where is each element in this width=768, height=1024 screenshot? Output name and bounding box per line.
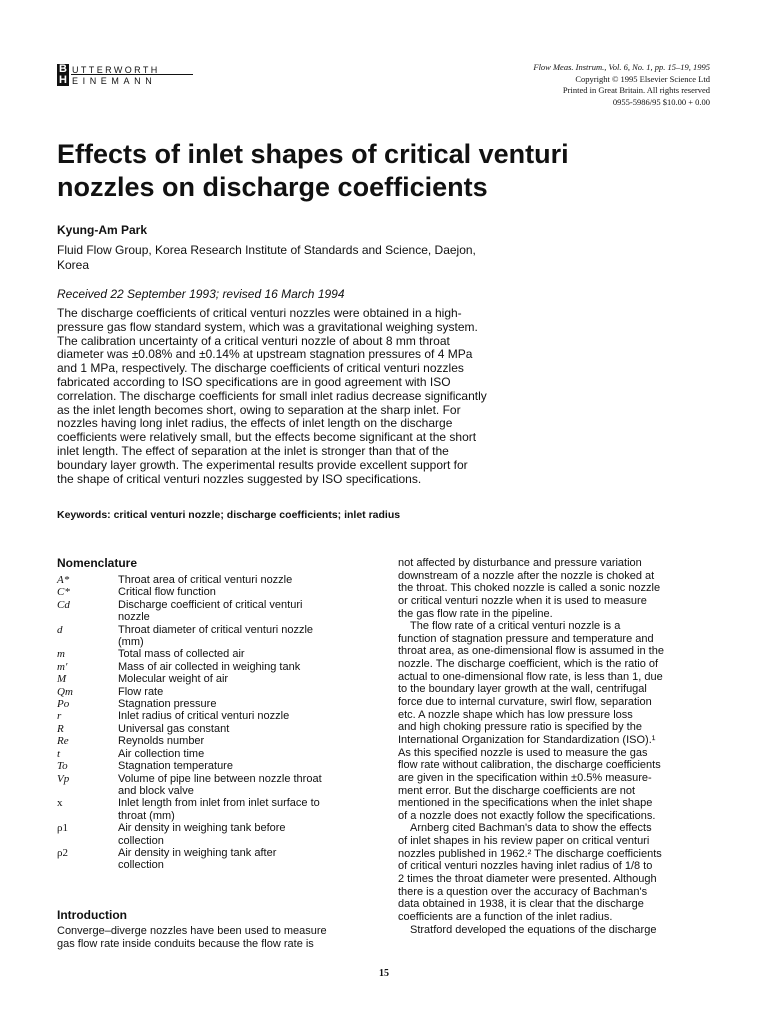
body-line: force due to internal curvature, swirl flow, separation (398, 696, 652, 709)
title-line: Effects of inlet shapes of critical venturi (57, 139, 569, 169)
abstract-line: The discharge coefficients of critical venturi nozzles were obtained in a high- (57, 306, 462, 320)
nomenclature-row (57, 735, 372, 747)
nomenclature-definition (118, 710, 289, 722)
nomenclature-list (57, 574, 372, 872)
nomenclature-row (57, 760, 372, 772)
body-line: not affected by disturbance and pressure variation (398, 557, 642, 569)
received-dates: Received 22 September 1993; revised 16 March 1994 (57, 287, 345, 301)
abstract-line: coefficients were relatively small, but the effects become significant at the short (57, 430, 477, 445)
title-line: nozzles on discharge coefficients (57, 172, 488, 202)
nomenclature-row (57, 574, 372, 586)
nomenclature-definition (118, 797, 320, 822)
abstract-line: correlation. The discharge coefficients for small inlet radius decrease significantly (57, 388, 487, 403)
definition-line: Inlet radius of critical venturi nozzle (118, 710, 290, 723)
nomenclature-definition (118, 661, 300, 673)
body-line: are given in the specification within ±0.5% measure- (398, 771, 652, 784)
definition-line: Flow rate (118, 685, 164, 698)
nomenclature-row (57, 773, 372, 798)
definition-line: throat (mm) (118, 809, 175, 822)
abstract-line: boundary layer growth. The experimental results provide excellent support for (57, 457, 468, 472)
body-line: data obtained in 1938, it is clear that the discharge (398, 898, 644, 911)
definition-line: Total mass of collected air (118, 648, 245, 661)
nomenclature-row (57, 648, 372, 660)
nomenclature-row (57, 686, 372, 698)
definition-line: Air density in weighing tank before (118, 822, 286, 835)
logo-word-1: UTTERWORTH (72, 65, 160, 75)
nomenclature-symbol: r (57, 710, 62, 723)
abstract-line: and 1 MPa, respectively. The discharge coefficients of critical venturi nozzles (57, 361, 464, 376)
introduction-text (57, 925, 372, 950)
nomenclature-symbol: C* (57, 586, 70, 599)
definition-line: collection (118, 859, 164, 872)
nomenclature-heading: Nomenclature (57, 556, 138, 570)
nomenclature-row (57, 797, 372, 822)
body-line: coefficients are a function of the inlet radius. (398, 910, 613, 923)
body-line: 2 times the throat diameter were presented. Although (398, 873, 657, 886)
body-line: The flow rate of a critical venturi nozzle is a (410, 620, 621, 633)
nomenclature-row (57, 822, 372, 847)
body-line: and high choking pressure ratio is specified by the (398, 721, 642, 734)
definition-line: Universal gas constant (118, 722, 230, 735)
body-line: ment error. But the discharge coefficients are not (398, 784, 636, 797)
body-line: actual to one-dimensional flow rate, is less than 1, due (398, 670, 663, 683)
nomenclature-symbol: Cd (57, 598, 70, 611)
page-number: 15 (379, 968, 389, 979)
body-line: nozzle. The discharge coefficient, which is the ratio of (398, 658, 659, 671)
definition-line: Inlet length from inlet from inlet surface to (118, 797, 320, 810)
abstract-line: nozzles having long inlet radius, the effects of inlet length on the discharge (57, 416, 453, 431)
body-line: nozzles published in 1962.² The discharge coefficients (398, 847, 662, 860)
nomenclature-row (57, 586, 372, 598)
nomenclature-definition (118, 847, 276, 872)
logo-letter-b: B (57, 64, 69, 75)
definition-line: nozzle (118, 611, 150, 624)
abstract-line: as the inlet length becomes short, owing to separation at the sharp inlet. For (57, 402, 461, 417)
author-name: Kyung-Am Park (57, 223, 148, 237)
body-line: mentioned in the specifications when the inlet shape (398, 797, 653, 810)
introduction-line: gas flow rate inside conduits because the flow rate is (57, 937, 314, 950)
nomenclature-row (57, 673, 372, 685)
nomenclature-row (57, 599, 372, 624)
nomenclature-symbol: Re (57, 735, 69, 748)
affiliation-line: Korea (57, 258, 90, 272)
nomenclature-symbol: m′ (57, 660, 68, 673)
definition-line: Discharge coefficient of critical venturi (118, 598, 303, 611)
body-line: the gas flow rate in the pipeline. (398, 607, 553, 620)
body-line: downstream of a nozzle after the nozzle is choked at (398, 569, 655, 582)
body-line: Arnberg cited Bachman's data to show the effects (410, 822, 652, 835)
nomenclature-row (57, 748, 372, 760)
nomenclature-row (57, 710, 372, 722)
journal-citation: Flow Meas. Instrum., Vol. 6, No. 1, pp. 15–19, 1995 (533, 62, 710, 72)
definition-line: Molecular weight of air (118, 673, 229, 686)
body-line: etc. A nozzle shape which has low pressure loss (398, 708, 633, 721)
nomenclature-definition (118, 624, 313, 649)
nomenclature-definition (118, 599, 302, 624)
definition-line: Throat area of critical venturi nozzle (118, 574, 293, 586)
copyright-line: Copyright © 1995 Elsevier Science Ltd (575, 73, 710, 84)
body-line: or critical venturi nozzle when it is used to measure (398, 594, 647, 607)
nomenclature-definition (118, 773, 322, 798)
nomenclature-symbol: A* (57, 574, 70, 586)
nomenclature-definition (118, 723, 229, 735)
nomenclature-definition (118, 574, 292, 586)
definition-line: Stagnation temperature (118, 760, 233, 773)
definition-line: Stagnation pressure (118, 698, 217, 711)
nomenclature-symbol: To (57, 760, 68, 773)
body-line: throat area, as one-dimensional flow is assumed in the (398, 645, 664, 658)
affiliation-line: Fluid Flow Group, Korea Research Institute of Standards and Science, Daejon, (57, 243, 476, 257)
definition-line: Air density in weighing tank after (118, 846, 277, 859)
nomenclature-row (57, 624, 372, 649)
nomenclature-symbol: d (57, 623, 63, 636)
logo-letter-h: H (57, 75, 69, 86)
issn-line: 0955-5986/95 $10.00 + 0.00 (612, 96, 710, 107)
nomenclature-symbol: R (57, 722, 64, 735)
body-line: Stratford developed the equations of the discharge (410, 923, 657, 936)
definition-line: collection (118, 834, 164, 847)
nomenclature-definition (118, 686, 163, 698)
nomenclature-row (57, 847, 372, 872)
nomenclature-definition (118, 760, 233, 772)
nomenclature-row (57, 723, 372, 735)
abstract-line: pressure gas flow standard system, which was a gravitational weighing system. (57, 319, 478, 334)
abstract-line: The calibration uncertainty of a critical venturi nozzle of about 8 mm throat (57, 333, 450, 348)
nomenclature-definition (118, 698, 216, 710)
publisher-logo (57, 64, 197, 94)
right-column-text (398, 557, 713, 936)
introduction-heading: Introduction (57, 908, 127, 922)
nomenclature-symbol: Qm (57, 685, 73, 698)
nomenclature-definition (118, 735, 204, 747)
definition-line: Reynolds number (118, 735, 205, 748)
journal-info (533, 62, 710, 108)
nomenclature-definition (118, 586, 216, 598)
nomenclature-symbol: M (57, 673, 67, 686)
nomenclature-definition (118, 648, 245, 660)
printed-line: Printed in Great Britain. All rights reserved (562, 85, 710, 95)
nomenclature-symbol: Po (57, 698, 70, 711)
introduction-line: Converge–diverge nozzles have been used to measure (57, 925, 327, 937)
definition-line: (mm) (118, 636, 144, 649)
body-line: of a nozzle does not exactly follow the specifications. (398, 809, 656, 822)
body-line: of inlet shapes in his review paper on critical venturi (398, 835, 650, 848)
nomenclature-row (57, 698, 372, 710)
body-line: function of stagnation pressure and temperature and (398, 632, 654, 645)
abstract-line: fabricated according to ISO specifications are in good agreement with ISO (57, 374, 451, 389)
abstract (57, 307, 677, 486)
keywords: Keywords: critical venturi nozzle; discharge coefficients; inlet radius (57, 509, 401, 521)
abstract-line: diameter was ±0.08% and ±0.14% at upstream stagnation pressures of 4 MPa (57, 347, 473, 362)
affiliation (57, 243, 577, 273)
nomenclature-symbol: x (57, 797, 63, 810)
body-line: As this specified nozzle is used to measure the gas (398, 746, 648, 759)
definition-line: Air collection time (118, 747, 205, 760)
abstract-line: inlet length. The effect of separation at the inlet is stronger than that of the (57, 443, 449, 458)
definition-line: Critical flow function (118, 586, 216, 599)
nomenclature-definition (118, 673, 228, 685)
nomenclature-symbol: ρ1 (57, 822, 68, 835)
nomenclature-definition (118, 822, 286, 847)
nomenclature-definition (118, 748, 204, 760)
article-title (57, 138, 697, 204)
logo-word-2: EINEMANN (72, 76, 157, 86)
definition-line: Volume of pipe line between nozzle throat (118, 772, 322, 785)
body-line: flow rate without calibration, the discharge coefficients (398, 759, 661, 772)
body-line: of critical venturi nozzles having inlet radius of 1/8 to (398, 860, 653, 873)
abstract-line: the shape of critical venturi nozzles suggested by ISO specifications. (57, 471, 422, 486)
definition-line: Throat diameter of critical venturi nozzle (118, 623, 314, 636)
nomenclature-symbol: Vp (57, 772, 70, 785)
definition-line: Mass of air collected in weighing tank (118, 660, 301, 673)
body-line: International Organization for Standardization (ISO).¹ (398, 733, 656, 746)
body-line: to the boundary layer growth at the wall, centrifugal (398, 683, 647, 696)
definition-line: and block valve (118, 784, 194, 797)
nomenclature-symbol: ρ2 (57, 846, 68, 859)
nomenclature-row (57, 661, 372, 673)
nomenclature-symbol: m (57, 648, 65, 661)
nomenclature-symbol: t (57, 747, 61, 760)
body-line: there is a question over the accuracy of Bachman's (398, 885, 648, 898)
body-line: the throat. This choked nozzle is called a sonic nozzle (398, 582, 661, 595)
